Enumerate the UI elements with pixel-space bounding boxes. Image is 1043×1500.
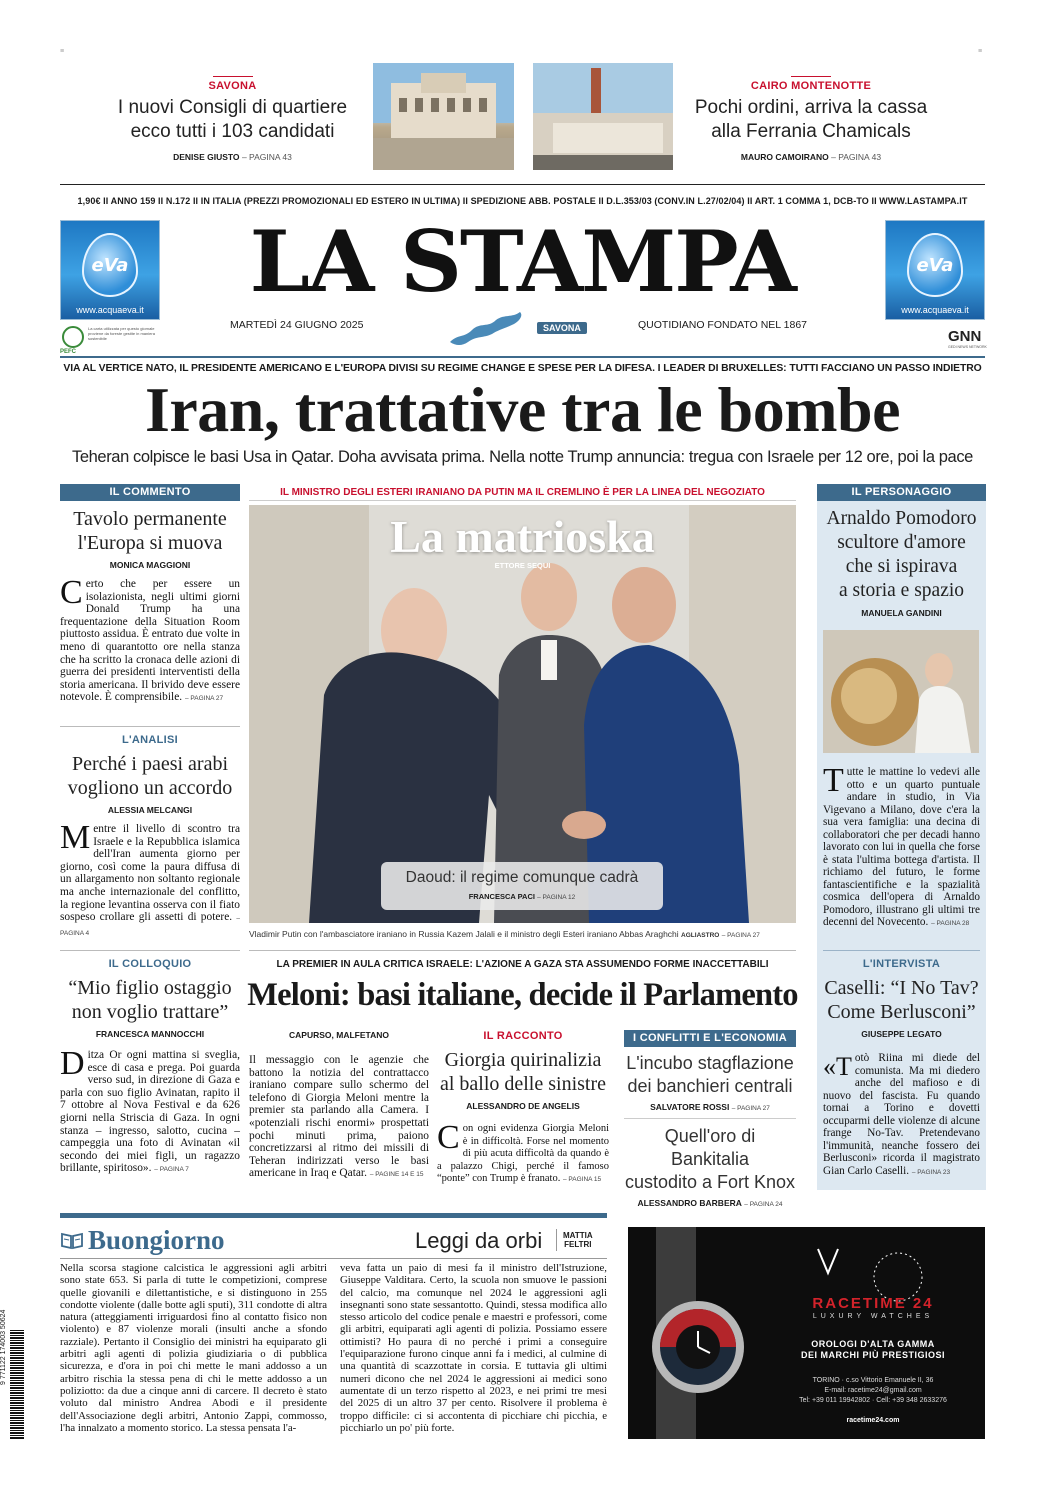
article-author: FRANCESCA MANNOCCHI	[95, 1029, 205, 1039]
pomodoro-photo[interactable]	[823, 630, 979, 753]
divider	[249, 950, 796, 951]
article-conflitti[interactable]	[624, 1030, 796, 1208]
article-author: GIUSEPPE LEGATO	[861, 1029, 942, 1039]
ad-site[interactable]: racetime24.com	[846, 1417, 900, 1424]
lead-overline: VIA AL VERTICE NATO, IL PRESIDENTE AMERICANO E L'EUROPA DIVISI SU REGIME CHANGE E SPESE PER LA DIFESA. I LEADER DI BRUXELLES: TUTTI FACCIANO UN PASSO INDIETRO	[63, 363, 982, 374]
article-headline: al ballo delle sinistre	[439, 1073, 607, 1095]
ad-brand: eVa	[916, 255, 954, 276]
teaser-author: DENISE GIUSTO	[173, 152, 240, 162]
article-author: SALVATORE ROSSI	[650, 1102, 730, 1112]
dropcap: C	[437, 1119, 460, 1156]
pefc-logo-icon	[62, 326, 84, 348]
divider	[823, 950, 980, 951]
barcode-number: 9 771122 174003 50624	[0, 1309, 7, 1385]
article-headline: non voglio trattare”	[71, 1001, 229, 1023]
article-headline: scultore d'amore	[837, 532, 966, 553]
ad-url: www.acquaeva.it	[76, 305, 144, 315]
article-body: utte le mattine lo vedevi alle otto e un quarto puntuale andare in studio, in Via Vigevano a Milano, dove c'era la sua vera famiglia: una decina di collaboratori che per decadi hanno lavorato con lui in quella che forse è stata l'ultima bottega d'artista. Il richiamo del futuro, le forme fantascientifiche e la spazialità cosmica dell'opera di Arnaldo Pomodoro, illustrano gli ultimi tre decenni del Novecento.	[823, 766, 980, 928]
article-author: ALESSANDRO BARBERA	[637, 1198, 742, 1208]
building-photo-icon	[373, 63, 514, 170]
corner-mark-left: ≡	[60, 48, 65, 55]
dropcap: T	[823, 762, 844, 799]
article-headline: Quell'oro di Bankitalia	[664, 1126, 756, 1169]
pefc-label: PEFC	[60, 349, 77, 355]
book-icon	[60, 1230, 84, 1250]
article-headline: che si ispirava	[845, 556, 958, 577]
buongiorno-author	[563, 1231, 593, 1249]
teaser-photo-ferrania[interactable]	[533, 63, 673, 170]
masthead-logo[interactable]	[226, 212, 818, 311]
section-label: IL PERSONAGGIO	[817, 484, 986, 501]
section-label: L'INTERVISTA	[862, 958, 941, 970]
article-body: on ogni evidenza Giorgia Meloni è in difficoltà. Forse nel momento di più acuta difficoltà da quando è a palazzo Chigi, perché il famoso “ponte” con Trump è franato.	[437, 1123, 609, 1184]
divider	[60, 184, 985, 185]
lead-subhead: Teheran colpisce le basi Usa in Qatar. Doha avvisata prima. Nella notte Trump annuncia: tregua con Israele per 12 ore, poi la pace	[72, 448, 973, 466]
page-ref: – PAGINA 28	[931, 920, 970, 927]
liguria-map-icon	[448, 308, 528, 348]
ad-claim: OROLOGI D'ALTA GAMMA	[811, 1339, 935, 1349]
article-headline: custodito a Fort Knox	[624, 1172, 796, 1192]
dropcap: D	[60, 1045, 85, 1082]
teaser-kicker: SAVONA	[208, 80, 257, 92]
meloni-overline: LA PREMIER IN AULA CRITICA ISRAELE: L'AZIONE A GAZA STA ASSUMENDO FORME INACCETTABILI	[276, 959, 769, 970]
ad-brand: RACETIME 24	[812, 1295, 934, 1312]
article-headline: Perché i paesi arabi	[71, 753, 229, 775]
teaser-right[interactable]	[680, 76, 942, 162]
inset-article[interactable]	[381, 862, 663, 910]
article-body: erto che per essere un isolazionista, negli ultimi giorni Donald Trump ha una frequentazione della Situation Room piuttosto assidua. È entrato due volte in meno di quarantotto ore nella stanza che ha scritto la cronaca delle azioni di guerra dei presidenti interventisti della storia americana. Il brivido deve essere notevole. È comprensibile.	[60, 578, 241, 704]
article-body: entre il livello di scontro tra Israele e la Repubblica islamica dell'Iran aumenta giorno per giorno, così come la paura diffusa di un allargamento non soltanto regionale ma anche internazionale del conflitto, la regione levantina osserva con il fiato sospeso crollare gli assetti di potere.	[60, 823, 240, 924]
divider	[624, 1118, 796, 1119]
ad-sub: LUXURY WATCHES	[812, 1313, 934, 1320]
page-ref: – PAGINA 7	[154, 1166, 189, 1174]
photo-title: La matrioska	[390, 511, 655, 562]
edition-badge: SAVONA	[537, 322, 587, 334]
divider	[60, 950, 240, 951]
teaser-page: – PAGINA 43	[831, 152, 882, 162]
watch-icon	[628, 1227, 985, 1439]
article-author: MONICA MAGGIONI	[109, 560, 191, 570]
article-author: ALESSIA MELCANGI	[107, 805, 193, 815]
sculpture-photo-icon	[823, 630, 979, 753]
teaser-left[interactable]	[100, 76, 365, 162]
ad-phones: Tel: +39 011 19942802 · Cell: +39 348 2633276	[799, 1397, 947, 1404]
pefc-note: La carta utilizzata per questo giornale proviene da foreste gestite in maniera sostenibile	[88, 326, 155, 341]
section-label: IL RACCONTO	[483, 1030, 563, 1042]
masthead-founded: QUOTIDIANO FONDATO NEL 1867	[638, 319, 808, 331]
lead-photo[interactable]	[249, 505, 796, 923]
ad-brand: eVa	[91, 255, 129, 276]
article-intervista[interactable]	[817, 958, 986, 1039]
teaser-page: – PAGINA 43	[241, 152, 292, 162]
section-label: IL COLLOQUIO	[108, 958, 192, 970]
barcode-icon	[10, 1330, 24, 1440]
teaser-headline: Pochi ordini, arriva la cassa	[694, 97, 928, 118]
buongiorno-body-left: Nella scorsa stagione calcistica le aggressioni agli arbitri sono state 653. Si parla di tutte le competizioni, comprese quelle giovanili e dilettantistiche, e si distinguono in 255 condotte violente (dalle botte agli sputi), 311 condotte di altra natura (atteggiamenti irriguardosi fino al contatto fisico non violento) e 87 violenze morali (insulti anche a sfondo razziale). Pertanto il Consiglio dei ministri ha equiparato gli arbitri agli agenti di polizia giudiziaria o di pubblica sicurezza, e d'ora in poi chi mette le mani addosso a un arbitro rischia la stessa pena di chi le mette addosso a un poliziotto: da due a cinque anni di carcere. Il decreto è stato voluto dal ministro Andrea Abodi e il presidente dell'Associazione degli arbitri, Antonio Zappi, commosso, l'ha innalzato a momento storico. La stessa pensata l'a-	[60, 1262, 327, 1434]
caption-text: Vladimir Putin con l'ambasciatore iraniano in Russia Kazem Jalali e il ministro degli Esteri iraniano Abbas Araghchi	[249, 929, 679, 939]
lead-headline[interactable]: Iran, trattative tra le bombe	[144, 374, 901, 445]
article-racconto[interactable]	[437, 1030, 609, 1187]
photo-caption	[249, 929, 796, 939]
inset-headline: Daoud: il regime comunque cadrà	[405, 869, 639, 886]
section-label: IL COMMENTO	[60, 484, 240, 501]
article-body: otò Riina mi diede del comunista. Ma mi diedero anche del mafioso e di nuovo del fascista. Fu quando tornai a Torino e dovetti occuparmi delle violenze di alcune frange No-Tav. Pretendevano l'immunità, neanche fossero dei Berlusconi» ricorda il magistrato Gian Carlo Caselli.	[823, 1052, 980, 1177]
masthead-title: LA STAMPA	[249, 212, 795, 311]
article-headline: vogliono un accordo	[67, 777, 233, 799]
article-author: MANUELA GANDINI	[861, 608, 942, 618]
article-analisi[interactable]	[60, 734, 240, 940]
dropcap: M	[60, 819, 91, 856]
page-ref: – PAGINA 15	[562, 1176, 602, 1183]
ad-claim: DEI MARCHI PIÙ PRESTIGIOSI	[800, 1350, 945, 1360]
dropcap: C	[60, 574, 83, 611]
article-meloni[interactable]	[249, 1030, 429, 1182]
gnn-sub: GEDI NEWS NETWORK	[948, 345, 987, 349]
article-headline: Tavolo permanente	[73, 508, 227, 530]
article-headline: Caselli: “I No Tav?	[824, 977, 979, 999]
article-body: Il messaggio con le agenzie che battono la notizia del contrattacco iraniano compare sullo schermo del telefono di Giorgia Meloni mentre la premier sta parlando alla Camera. I «potenziali rischi enormi» prospettati pochi minuti prima, paiono concretizzarsi al ritmo dei missili di Teheran indirizzati verso le basi americane in Iraq e Qatar.	[249, 1054, 429, 1180]
ad-email: E-mail: racetime24@gmail.com	[824, 1387, 922, 1394]
inset-author: FRANCESCA PACI	[468, 892, 535, 901]
teaser-author: MAURO CAMOIRANO	[740, 152, 829, 162]
article-commento[interactable]	[60, 484, 240, 706]
ad-url: www.acquaeva.it	[901, 305, 969, 315]
article-body: itza Or ogni mattina si sveglia, esce di casa e prega. Poi guarda verso sud, in direzione di Gaza e parla con suo figlio Avinatan, rapito il 7 ottobre al Nova Festival e da 626 giorni nella Striscia di Gaza. In ogni stanza – ingresso, salotto, cucina – campeggia una foto di Avinatan «il secondo dei miei figli, un ragazzo brillante, spiritoso».	[60, 1049, 240, 1175]
ad-eva-right[interactable]	[885, 220, 985, 320]
page-ref: – PAGINA 27	[184, 695, 224, 703]
page-ref: – PAGINA 23	[911, 1168, 951, 1176]
intervista-body	[823, 1052, 980, 1179]
page-ref: – PAGINA 4	[60, 915, 240, 937]
section-label: I CONFLITTI E L'ECONOMIA	[624, 1030, 796, 1047]
masthead-date: MARTEDÌ 24 GIUGNO 2025	[230, 319, 364, 331]
factory-photo-icon	[533, 63, 673, 170]
section-label: L'ANALISI	[121, 734, 179, 746]
article-author: CAPURSO, MALFETANO	[289, 1030, 389, 1040]
article-author: ALESSANDRO DE ANGELIS	[466, 1101, 580, 1111]
kicker-rule	[791, 76, 831, 77]
article-colloquio[interactable]	[60, 958, 240, 1177]
teaser-photo-savona[interactable]	[373, 63, 514, 170]
article-headline: Arnaldo Pomodoro	[826, 508, 977, 529]
masthead-info-line: 1,90€ II ANNO 159 II N.172 II IN ITALIA (PREZZI PROMOZIONALI ED ESTERO IN ULTIMA) II SPEDIZIONE ABB. POSTALE II D.L.353/03 (CONV.IN L.27/02/04) II ART. 1 COMMA 1, DCB-TO II WWW.LASTAMPA.IT	[77, 196, 968, 206]
article-headline: a storia e spazio	[838, 580, 965, 601]
article-headline: Giorgia quirinalizia	[444, 1049, 602, 1071]
ad-racetime[interactable]	[628, 1227, 985, 1439]
page-ref: – PAGINA 12	[537, 894, 576, 901]
article-headline: l'Europa si muova	[77, 532, 223, 554]
kicker-rule	[213, 76, 253, 77]
teaser-kicker: CAIRO MONTENOTTE	[750, 80, 872, 92]
author-first: MATTIA	[563, 1231, 593, 1240]
corner-mark-right: ≡	[978, 48, 983, 55]
masthead-rule	[60, 356, 985, 358]
teaser-headline: I nuovi Consigli di quartiere	[117, 97, 348, 118]
teaser-headline: ecco tutti i 103 candidati	[130, 121, 335, 142]
ad-eva-left[interactable]	[60, 220, 160, 320]
article-headline: Come Berlusconi”	[827, 1001, 976, 1023]
author-last: FELTRI	[564, 1240, 592, 1249]
photo-author: ETTORE SEQUI	[494, 561, 551, 570]
page-ref: – PAGINE 14 E 15	[369, 1171, 424, 1179]
page-ref: – PAGINA 24	[744, 1201, 783, 1208]
divider	[60, 726, 240, 727]
page-ref: – PAGINA 27	[721, 932, 760, 939]
article-headline: “Mio figlio ostaggio	[68, 977, 232, 999]
gnn-logo: GNN	[948, 328, 982, 345]
ad-address: TORINO · c.so Vittorio Emanuele II, 36	[812, 1377, 934, 1384]
divider	[60, 1258, 607, 1259]
dropcap: «T	[823, 1052, 852, 1081]
buongiorno-title: Buongiorno	[88, 1225, 225, 1255]
page-ref: – PAGINA 27	[731, 1105, 770, 1112]
article-personaggio[interactable]	[817, 484, 986, 618]
buongiorno-column: Leggi da orbi	[415, 1228, 543, 1253]
article-headline: dei banchieri centrali	[627, 1076, 793, 1096]
buongiorno-body-right: veva fatta un paio di mesi fa il ministro dell'Istruzione, Giuseppe Valditara. Certo, la scuola non smuove le passioni del calcio, ma comunque nel 2024 le aggressioni agli insegnanti sono state sessantotto. Quindi, stessa modifica allo stesso articolo del codice penale e maestri e professori, come gli arbitri, equiparati agli agenti di polizia. Possiamo essere ottimisti? Ho paura di no perché i primi a conseguire l'equiparazione furono cinque anni fa i medici, al culmine di una quantità di scazzottate in corsia. E tuttavia gli ultimi numeri dicono che nel 2024 le aggressioni ai medici sono aumentate di un terzo rispetto al 2023, e nei primi tre mesi del 2025 di un altro 37 per cento. Risolvere il problema è troppo difficile: ci si accontenta di picchiare chi picchia, e picchiarlo un po' più forte.	[340, 1262, 607, 1434]
center-overline: IL MINISTRO DEGLI ESTERI IRANIANO DA PUTIN MA IL CREMLINO È PER LA LINEA DEL NEGOZIATO	[249, 484, 796, 501]
meloni-headline[interactable]: Meloni: basi italiane, decide il Parlamento	[247, 977, 798, 1013]
teaser-headline: alla Ferrania Chamicals	[711, 121, 911, 142]
article-headline: L'incubo stagflazione	[626, 1053, 794, 1073]
caption-author: AGLIASTRO	[681, 932, 720, 939]
buongiorno-rule	[60, 1213, 607, 1218]
divider	[556, 1229, 557, 1251]
personaggio-body	[823, 762, 980, 931]
